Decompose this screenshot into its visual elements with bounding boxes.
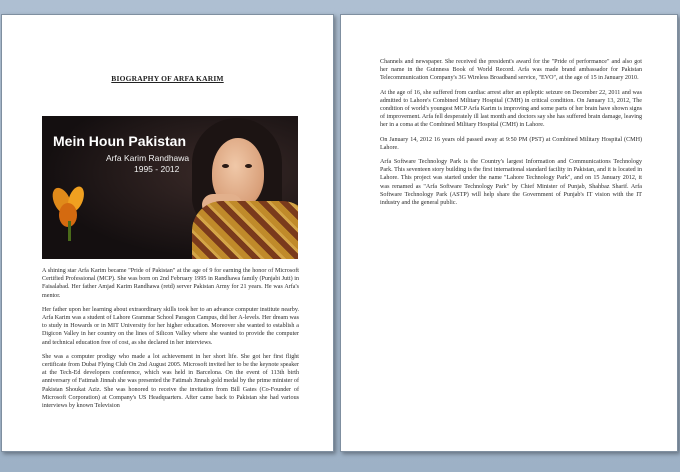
paragraph: Her father upon her learning about extraordinary skills took her to an advance computer institute nearby. Arfa Karim was a student of Lahore Grammar School Paragon Campus, did her A-levels. Her dream was to study in Howards or in MIT University for her higher education. Moreover she wanted to establish a Digicon Valley in her country on the lines of Silicon Valley where she wanted to provide the computer and technical education free of cost, as she declared in her interviews. (42, 306, 299, 346)
photo-caption-title: Mein Houn Pakistan (53, 133, 187, 149)
photo-caption-name: Arfa Karim Randhawa (106, 153, 190, 163)
photo-eye-shape (245, 164, 252, 168)
paragraph: A shining star Arfa Karim became "Pride of Pakistan" at the age of 9 for earning the honor of Microsoft Certified Professional (MCP). She was born on 2nd February 1995 in Randhawa family (Punjabi Jutt) in Faisalabad. Her father Amjad Karim Randhawa (retd) server Pakistan Army for 21 years. He was Arfa's mentor. (42, 268, 299, 299)
document-page-2 (340, 14, 678, 452)
page-2-body (380, 58, 642, 213)
document-title: BIOGRAPHY OF ARFA KARIM (111, 74, 224, 83)
paragraph: At the age of 16, she suffered from cardiac arrest after an epileptic seizure on December 22, 2011 and was admitted to Lahore's Combined Military Hospital (CMH) in critical condition. On January 13, 2012, The condition of world's youngest MCP Arfa Karim is improving and some parts of her brain have shown signs of improvement. Arfa fell desperately ill last month and doctors say she has suffered brain damage, leaving her in a coma at the Combined Military Hospital (CMH) in Lahore. (380, 89, 642, 129)
portrait-photo (42, 116, 298, 259)
paragraph: Arfa Software Technology Park is the Country's largest Information and Communications Technology Park. This seventeen story building is the first international standard facility in Pakistan, and it is located in Lahore. This project was started under the name "Lahore Technology Park", and on 15 January 2012, it was renamed as "Arfa Software Technology Park" by Chief Minister of Punjab, Shahbaz Sharif. Arfa Software Technology Park (ASTP) will help share the Government of Punjab's IT vision with the IT industry and the general public. (380, 159, 642, 207)
paragraph: On January 14, 2012 16 years old passed away at 9:50 PM (PST) at Combined Military Hospital (CMH) Lahore. (380, 136, 642, 151)
document-page-1 (1, 14, 334, 452)
photo-eye-shape (222, 164, 229, 168)
photo-caption-years: 1995 - 2012 (134, 164, 180, 174)
paragraph: She was a computer prodigy who made a lot achievement in her short life. She got her first flight certificate from Dubai Flying Club On 2nd August 2005. Microsoft invited her to be the keynote speaker at the Tech-Ed developers conference, which was held in Barcelona. On the event of 113th birth anniversary of Fatimah Jinnah she was presented the Fatimah Jinnah gold medal by the prime minister of Pakistan Shoukat Aziz. She was honored to receive the invitation from Bill Gates (Co-Founder of Microsoft Corporation) at Company's US Headquarters. After came back to Pakistan she had various interviews by known Television (42, 353, 299, 410)
flower-graphic (48, 181, 92, 241)
photo-shawl-shape (192, 201, 298, 259)
page-1-body (42, 267, 299, 416)
paragraph: Channels and newspaper. She received the president's award for the "Pride of performance" and also got her name in the Guinness Book of World Record. Arfa was made brand ambassador for Pakistan Telecommunication Company's 3G Wireless Broadband service, "EVO", at the age of 15 in January 2010. (380, 59, 642, 82)
